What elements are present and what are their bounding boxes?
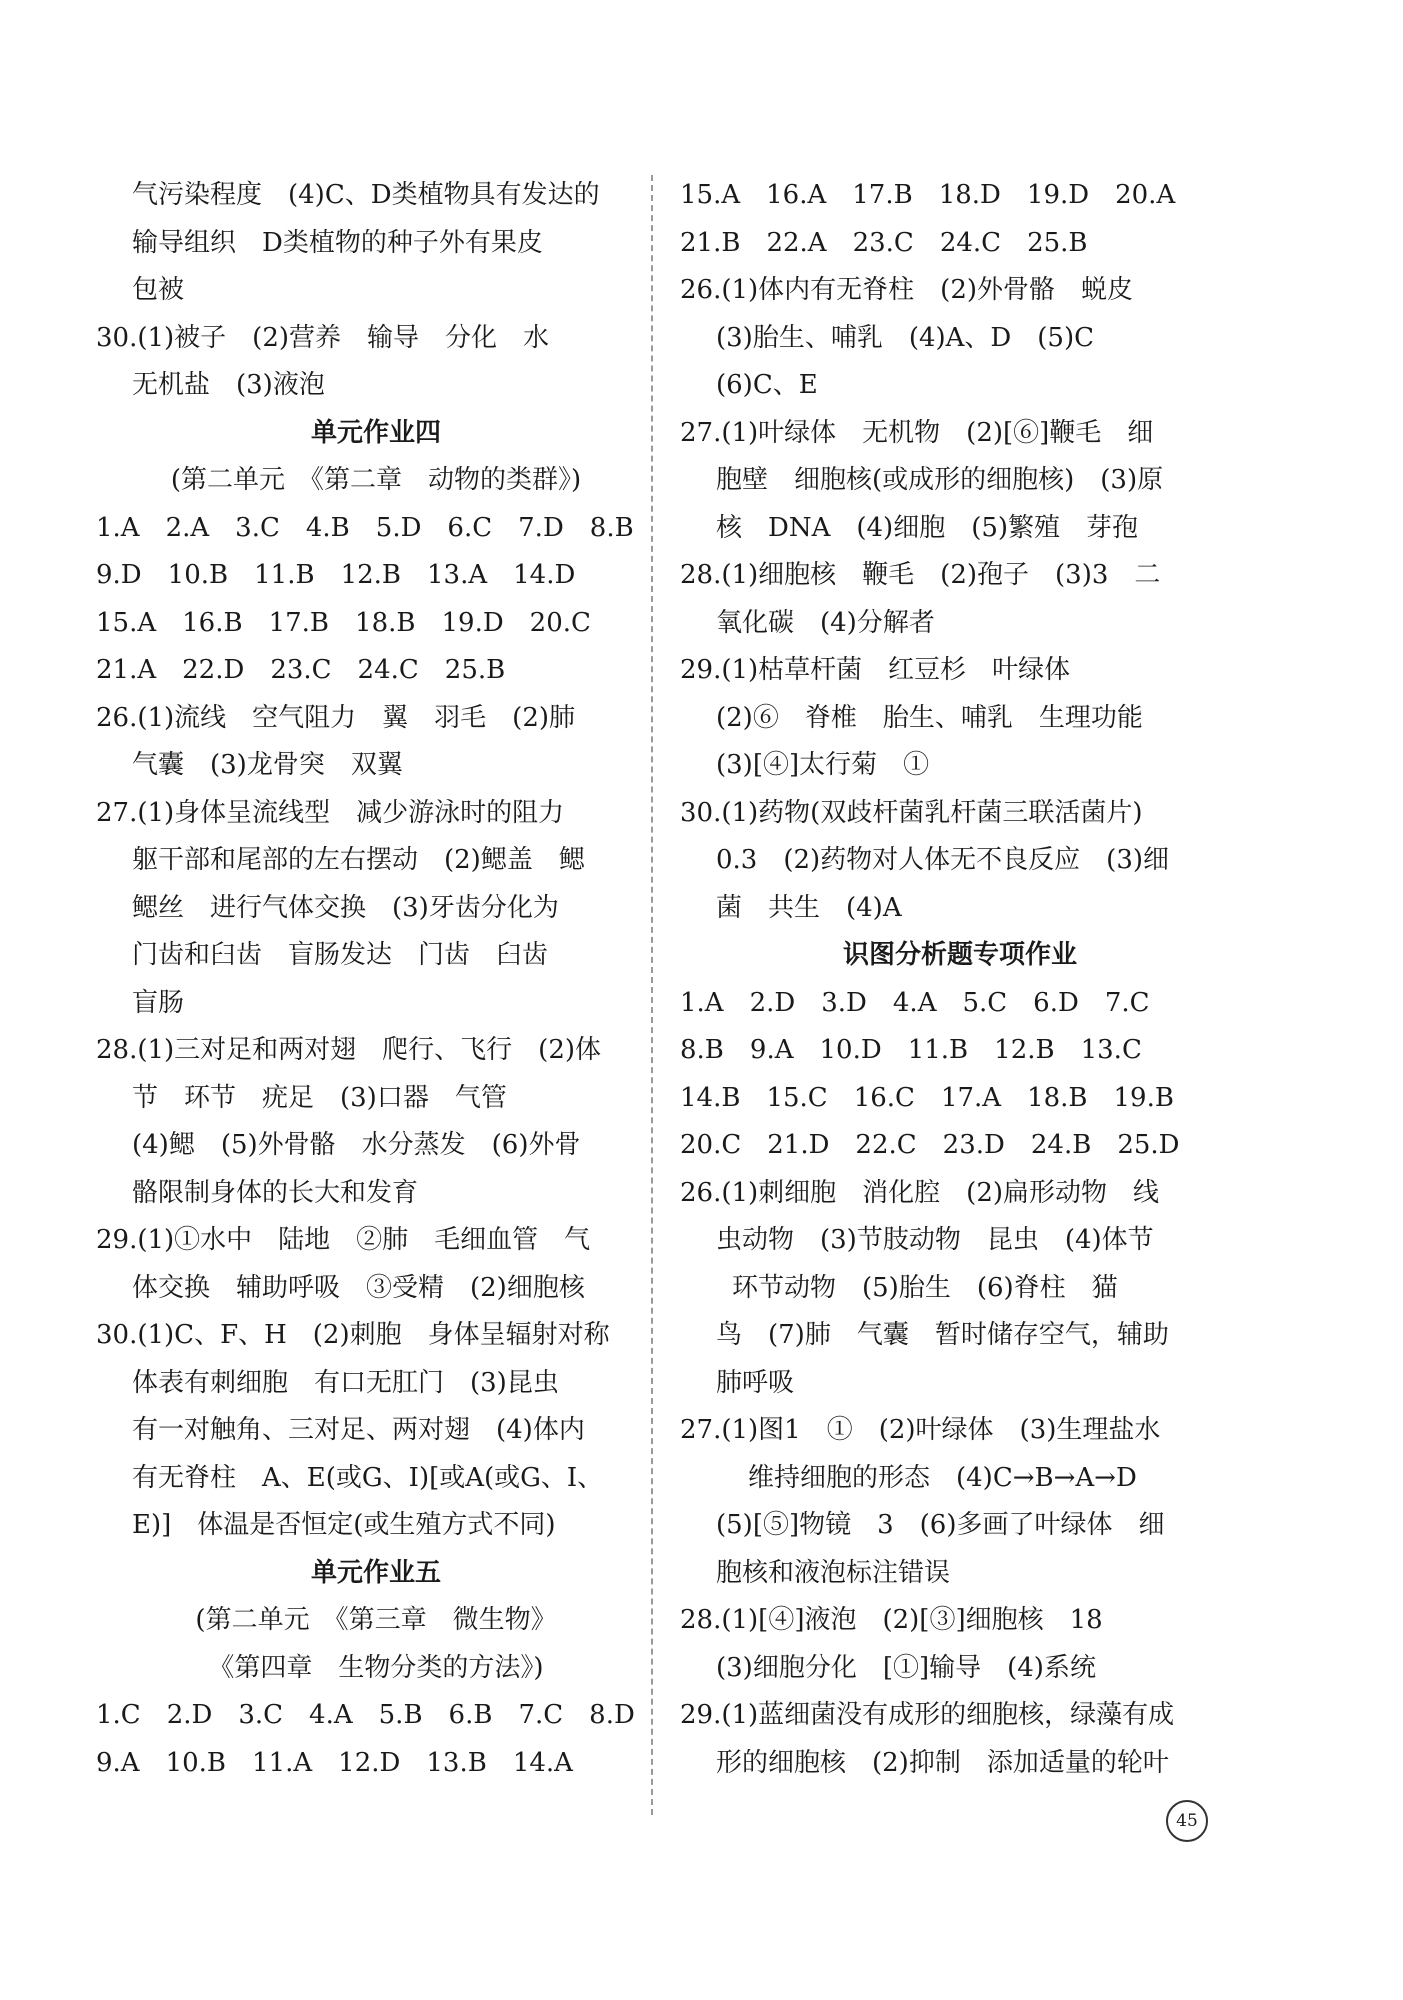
answer-line: 环节动物 (5)胎生 (6)脊柱 猫 xyxy=(732,1272,1118,1303)
answer-line: (2)⑥ 脊椎 胎生、哺乳 生理功能 xyxy=(716,702,1143,733)
answer-line: 20.C 21.D 22.C 23.D 24.B 25.D xyxy=(680,1130,1180,1160)
answer-line: 27.(1)图1 ① (2)叶绿体 (3)生理盐水 xyxy=(680,1415,1161,1445)
answer-line: 维持细胞的形态 (4)C→B→A→D xyxy=(748,1462,1137,1493)
answer-line: 鸟 (7)肺 气囊 暂时储存空气，辅助 xyxy=(716,1320,1169,1350)
answer-line: 体表有刺细胞 有口无肛门 (3)昆虫 xyxy=(132,1367,559,1398)
answer-line: 30.(1)药物(双歧杆菌乳杆菌三联活菌片) xyxy=(680,797,1143,828)
section-heading: 识图分析题专项作业 xyxy=(842,940,1077,970)
answer-line: E)] 体温是否恒定(或生殖方式不同) xyxy=(132,1510,556,1540)
answer-line: 26.(1)刺细胞 消化腔 (2)扁形动物 线 xyxy=(680,1177,1160,1208)
answer-line: 输导组织 D类植物的种子外有果皮 xyxy=(132,227,543,258)
answer-line: (6)C、E xyxy=(716,370,818,400)
answer-line: (4)鳃 (5)外骨骼 水分蒸发 (6)外骨 xyxy=(132,1130,581,1160)
answer-line: 28.(1)[④]液泡 (2)[③]细胞核 18 xyxy=(680,1605,1103,1635)
answer-line: 26.(1)体内有无脊柱 (2)外骨骼 蜕皮 xyxy=(680,275,1134,305)
section-subtitle: (第二单元 《第三章 微生物》 xyxy=(195,1605,557,1635)
answer-line: 盲肠 xyxy=(132,987,185,1018)
answer-line: (3)细胞分化 [①]输导 (4)系统 xyxy=(716,1652,1096,1683)
answer-line: 菌 共生 (4)A xyxy=(716,892,902,923)
answer-line: 虫动物 (3)节肢动物 昆虫 (4)体节 xyxy=(716,1225,1154,1255)
answer-line: (3)胎生、哺乳 (4)A、D (5)C xyxy=(716,322,1095,353)
answer-line: 形的细胞核 (2)抑制 添加适量的轮叶 xyxy=(716,1747,1169,1778)
answer-line: 气污染程度 (4)C、D类植物具有发达的 xyxy=(132,180,600,210)
answer-line: 29.(1)枯草杆菌 红豆杉 叶绿体 xyxy=(680,655,1071,685)
answer-line: 1.C 2.D 3.C 4.A 5.B 6.B 7.C 8.D xyxy=(96,1700,635,1730)
answer-line: 节 环节 疣足 (3)口器 气管 xyxy=(132,1082,507,1113)
answer-line: 门齿和臼齿 盲肠发达 门齿 臼齿 xyxy=(132,940,549,970)
answer-line: 包被 xyxy=(132,275,185,305)
page-number: 45 xyxy=(1166,1800,1208,1842)
answer-line: 氧化碳 (4)分解者 xyxy=(716,607,935,638)
answer-line: 30.(1)被子 (2)营养 输导 分化 水 xyxy=(96,322,550,353)
column-divider xyxy=(651,175,653,1815)
answer-line: 9.D 10.B 11.B 12.B 13.A 14.D xyxy=(96,560,576,590)
answer-line: 26.(1)流线 空气阻力 翼 羽毛 (2)肺 xyxy=(96,702,576,733)
section-subtitle: (第二单元 《第二章 动物的类群》) xyxy=(170,465,582,495)
section-subtitle: 《第四章 生物分类的方法》) xyxy=(208,1652,544,1683)
answer-line: 27.(1)身体呈流线型 减少游泳时的阻力 xyxy=(96,797,565,828)
section-heading: 单元作业五 xyxy=(310,1557,441,1588)
answer-line: 骼限制身体的长大和发育 xyxy=(132,1177,419,1208)
answer-line: (3)[④]太行菊 ① xyxy=(716,750,930,780)
answer-line: 1.A 2.A 3.C 4.B 5.D 6.C 7.D 8.B xyxy=(96,512,634,543)
answer-line: 无机盐 (3)液泡 xyxy=(132,370,325,400)
answer-line: 躯干部和尾部的左右摆动 (2)鳃盖 鳃 xyxy=(132,845,585,875)
answer-line: 有一对触角、三对足、两对翅 (4)体内 xyxy=(132,1415,585,1445)
answer-line: 27.(1)叶绿体 无机物 (2)[⑥]鞭毛 细 xyxy=(680,417,1154,448)
answer-line: 8.B 9.A 10.D 11.B 12.B 13.C xyxy=(680,1035,1142,1065)
answer-line: 胞壁 细胞核(或成形的细胞核) (3)原 xyxy=(716,465,1164,495)
answer-line: 29.(1)①水中 陆地 ②肺 毛细血管 气 xyxy=(96,1225,591,1255)
answer-line: 气囊 (3)龙骨突 双翼 xyxy=(132,750,403,780)
answer-line: 体交换 辅助呼吸 ③受精 (2)细胞核 xyxy=(132,1272,585,1303)
answer-line: 29.(1)蓝细菌没有成形的细胞核，绿藻有成 xyxy=(680,1700,1175,1730)
answer-line: 21.A 22.D 23.C 24.C 25.B xyxy=(96,655,506,685)
answer-line: 胞核和液泡标注错误 xyxy=(716,1557,951,1588)
answer-line: 30.(1)C、F、H (2)刺胞 身体呈辐射对称 xyxy=(96,1320,610,1350)
answer-line: (5)[⑤]物镜 3 (6)多画了叶绿体 细 xyxy=(716,1510,1165,1540)
answer-line: 鳃丝 进行气体交换 (3)牙齿分化为 xyxy=(132,892,559,923)
answer-line: 15.A 16.B 17.B 18.B 19.D 20.C xyxy=(96,607,591,638)
answer-line: 9.A 10.B 11.A 12.D 13.B 14.A xyxy=(96,1747,573,1778)
right-column xyxy=(680,172,1240,1787)
answer-line: 21.B 22.A 23.C 24.C 25.B xyxy=(680,227,1088,258)
answer-line: 有无脊柱 A、E(或G、I)[或A(或G、I、 xyxy=(132,1462,604,1493)
section-heading: 单元作业四 xyxy=(310,417,441,448)
answer-line: 1.A 2.D 3.D 4.A 5.C 6.D 7.C xyxy=(680,987,1150,1018)
answer-line: 0.3 (2)药物对人体无不良反应 (3)细 xyxy=(716,845,1170,875)
answer-line: 28.(1)细胞核 鞭毛 (2)孢子 (3)3 二 xyxy=(680,560,1161,590)
answer-line: 28.(1)三对足和两对翅 爬行、飞行 (2)体 xyxy=(96,1035,602,1065)
answer-line: 核 DNA (4)细胞 (5)繁殖 芽孢 xyxy=(716,512,1139,543)
answer-line: 14.B 15.C 16.C 17.A 18.B 19.B xyxy=(680,1082,1174,1113)
left-column xyxy=(96,172,656,1787)
answer-line: 15.A 16.A 17.B 18.D 19.D 20.A xyxy=(680,180,1176,210)
answer-line: 肺呼吸 xyxy=(716,1367,795,1398)
